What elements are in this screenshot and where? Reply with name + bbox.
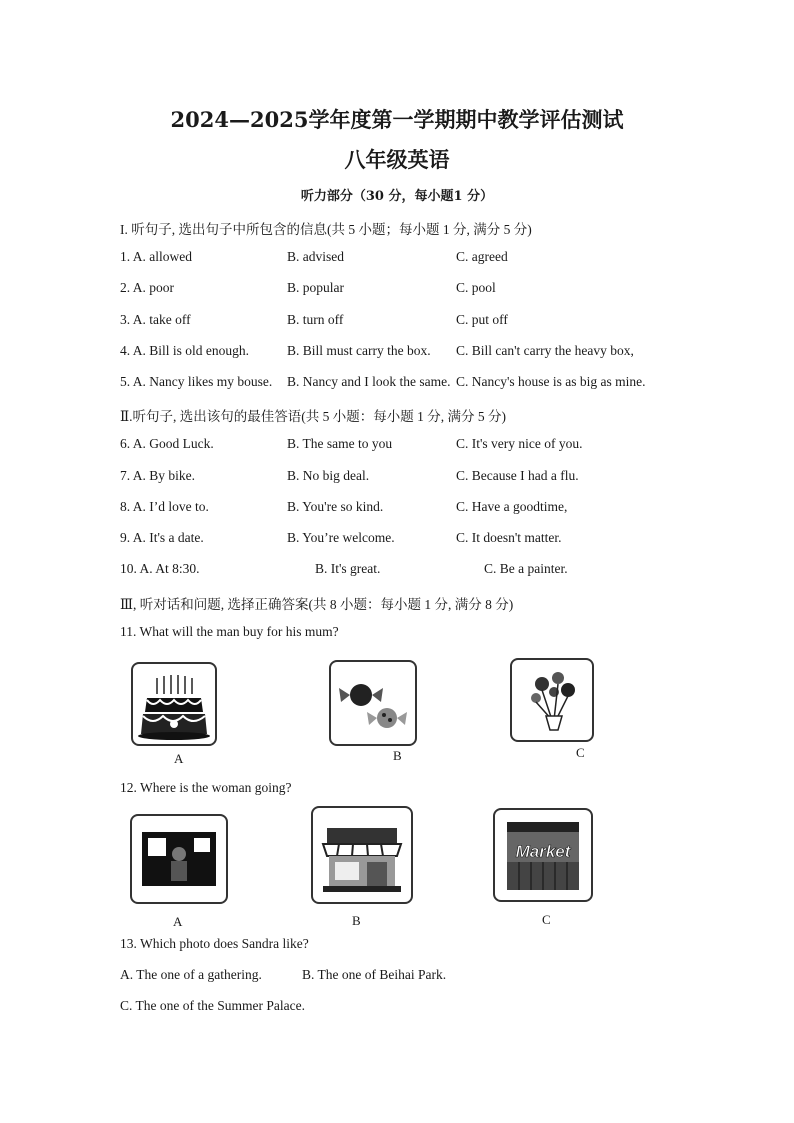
option-c: C. It's very nice of you. (456, 436, 583, 451)
option-b: B. You’re welcome. (287, 530, 395, 545)
candy-picture (329, 660, 417, 746)
option-c: C. put off (456, 312, 508, 327)
option-c: C. It doesn't matter. (456, 530, 562, 545)
section3-heading: Ⅲ, 听对话和问题, 选择正确答案(共 8 小题：每小题 1 分, 满分 8 分) (120, 597, 514, 612)
option-c: C. Bill can't carry the heavy box, (456, 343, 634, 358)
cake-picture (131, 662, 217, 746)
birthday-cake-icon (133, 664, 215, 744)
market-icon (495, 810, 591, 900)
option-c: C. The one of the Summer Palace. (120, 998, 305, 1013)
candy-icon (331, 662, 415, 744)
option-a: 8. A. I’d love to. (120, 499, 209, 514)
question-row (0, 343, 794, 363)
shop-picture (311, 806, 413, 904)
question-row (0, 967, 794, 987)
option-label: C (542, 912, 551, 927)
option-label: A (173, 914, 183, 929)
option-b: B. You're so kind. (287, 499, 384, 514)
option-a: 6. A. Good Luck. (120, 436, 214, 451)
option-b: B. Nancy and I look the same. (287, 374, 451, 389)
cinema-picture (130, 814, 228, 904)
option-c: C. Have a goodtime, (456, 499, 568, 514)
option-b: B. The one of Beihai Park. (302, 967, 447, 982)
option-b: B. No big deal. (287, 468, 370, 483)
flowers-picture (510, 658, 594, 742)
option-b: B. Bill must carry the box. (287, 343, 431, 358)
option-c: C. Be a painter. (484, 561, 568, 576)
question-11: 11. What will the man buy for his mum? (120, 624, 339, 639)
option-a: A. The one of a gathering. (120, 967, 262, 982)
option-c: C. Because I had a flu. (456, 468, 579, 483)
option-b: B. It's great. (315, 561, 381, 576)
option-a: 5. A. Nancy likes my bouse. (120, 374, 273, 389)
option-a: 7. A. By bike. (120, 468, 196, 483)
question-row (0, 468, 794, 488)
option-c: C. Nancy's house is as big as mine. (456, 374, 646, 389)
option-a: 3. A. take off (120, 312, 191, 327)
option-b: B. popular (287, 280, 344, 295)
option-label: B (393, 748, 402, 763)
market-picture (493, 808, 593, 902)
option-a: 9. A. It's a date. (120, 530, 204, 545)
store-icon (313, 808, 411, 902)
question-row (0, 436, 794, 456)
section1-heading: I. 听句子, 选出句子中所包含的信息(共 5 小题；每小题 1 分, 满分 5 分) (120, 222, 532, 237)
question-row (0, 530, 794, 550)
cinema-icon (132, 816, 226, 902)
option-b: B. advised (287, 249, 344, 264)
listening-part-heading: 听力部分（30 分，每小题1 分） (300, 189, 494, 204)
option-label: A (174, 751, 184, 766)
market-sign: Market (515, 842, 571, 861)
question-13: 13. Which photo does Sandra like? (120, 936, 309, 951)
option-a: 1. A. allowed (120, 249, 192, 264)
flower-bouquet-icon (512, 660, 592, 740)
question-row (0, 374, 794, 394)
option-c: C. pool (456, 280, 496, 295)
question-row (0, 499, 794, 519)
question-row (0, 312, 794, 332)
question-row (0, 561, 794, 581)
option-a: 2. A. poor (120, 280, 174, 295)
option-b: B. turn off (287, 312, 344, 327)
question-row (0, 249, 794, 269)
question-row (0, 280, 794, 300)
option-c: C. agreed (456, 249, 508, 264)
option-label: B (352, 913, 361, 928)
option-a: 4. A. Bill is old enough. (120, 343, 250, 358)
exam-subtitle: 八年级英语 (344, 147, 450, 172)
question-12: 12. Where is the woman going? (120, 780, 292, 795)
section2-heading: Ⅱ.听句子, 选出该句的最佳答语(共 5 小题：每小题 1 分, 满分 5 分) (120, 409, 507, 424)
option-a: 10. A. At 8:30. (120, 561, 200, 576)
option-label: C (576, 745, 585, 760)
option-b: B. The same to you (287, 436, 393, 451)
exam-title: 2024—2025学年度第一学期期中教学评估测试 (170, 107, 624, 132)
